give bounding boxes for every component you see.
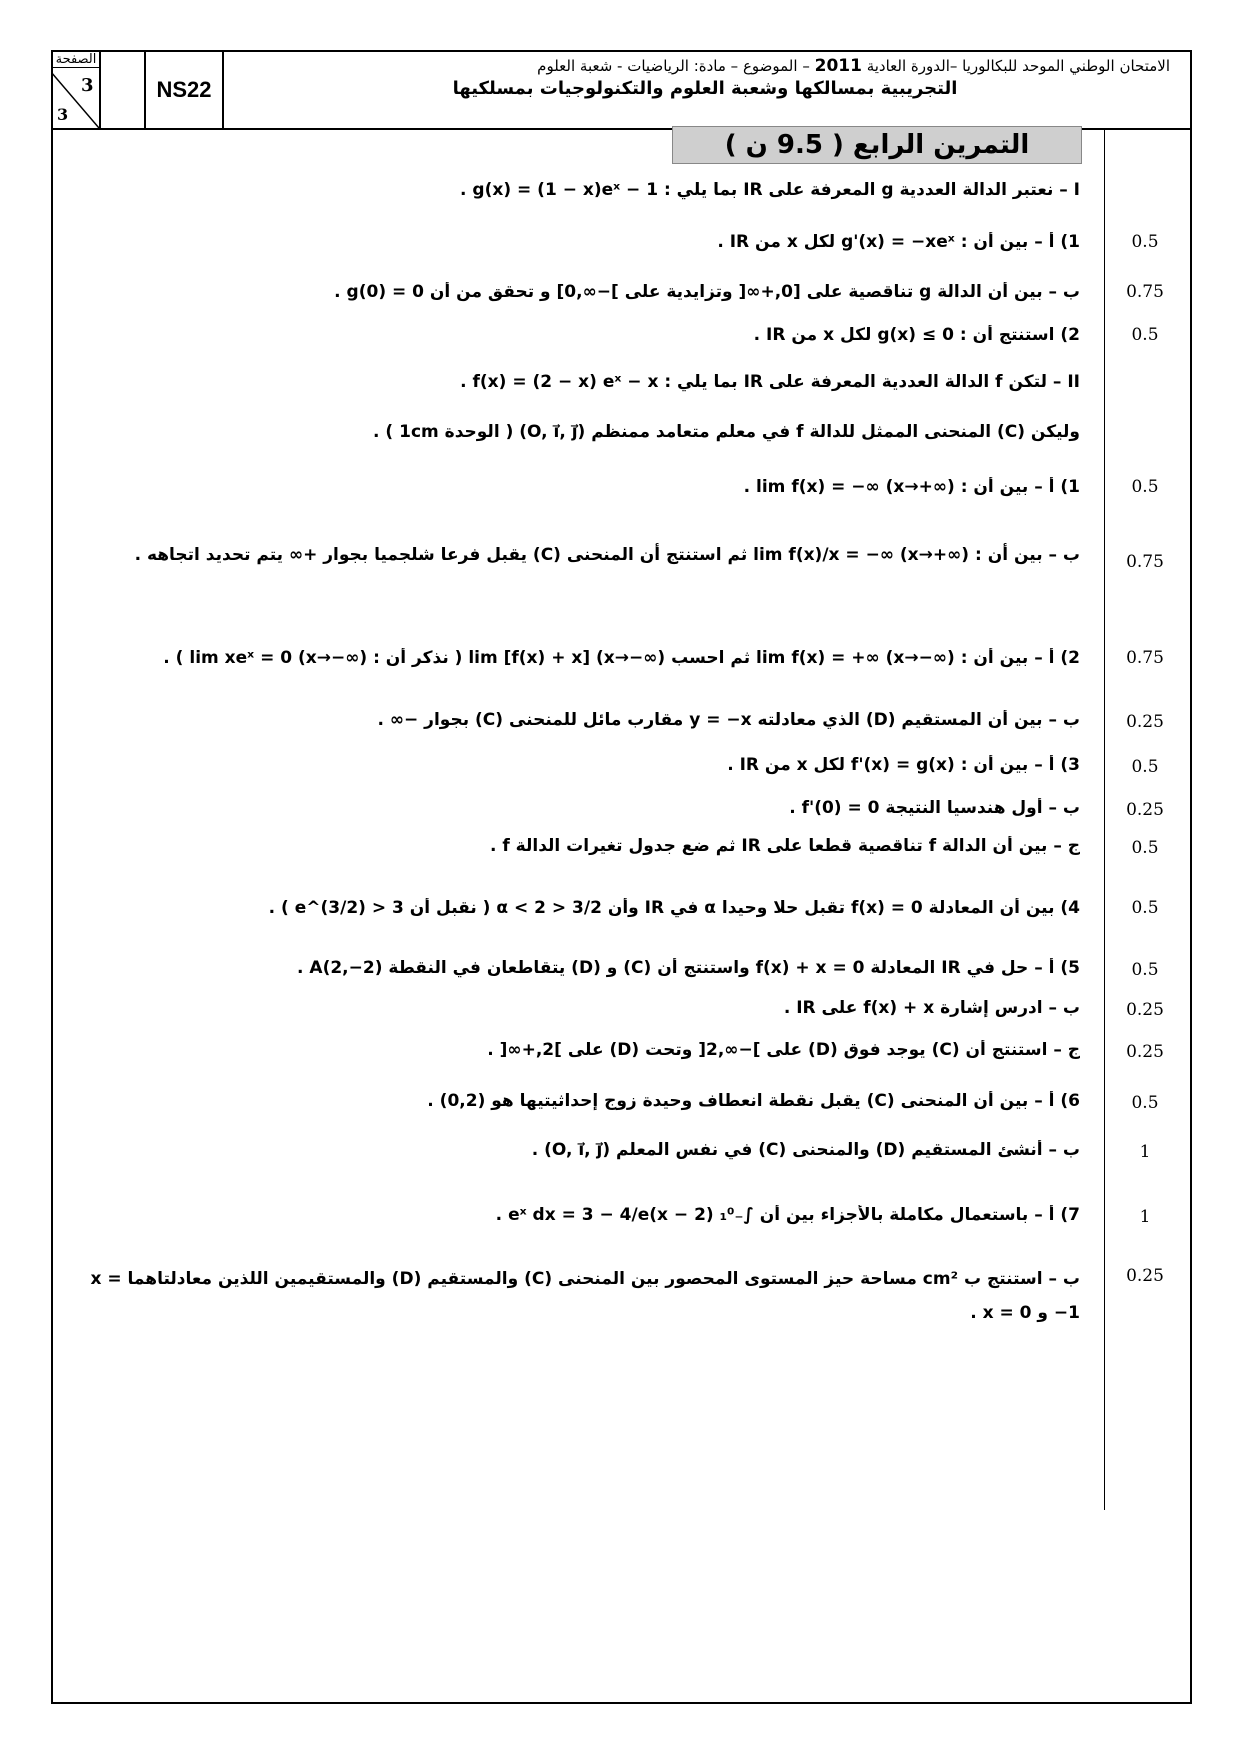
points-value: 0.5 [1131, 325, 1159, 345]
question-line: 4) بين أن المعادلة f(x) = 0 تقبل حلا وحيدا α في IR وأن 3/2 < α < 2 ( نقبل أن e^(3/2) > 3 ) . [268, 898, 1080, 918]
question-line: ب – استنتج ب cm² مساحة حيز المستوى المحصور بين المنحنى (C) والمستقيم (D) والمستقيمين اللذين معادلتاهما x = −1 و x = 0 . [90, 1269, 1080, 1323]
points-value: 0.5 [1131, 838, 1159, 858]
points-value: 0.5 [1131, 898, 1159, 918]
question-line: ب – أول هندسيا النتيجة f'(0) = 0 . [789, 798, 1080, 818]
question-line: 3) أ – بين أن : f'(x) = g(x) لكل x من IR . [727, 755, 1080, 775]
points-value: 0.25 [1126, 1042, 1164, 1062]
question-line: 1) أ – بين أن : lim f(x) = −∞ (x→+∞) . [743, 477, 1080, 497]
header-line-1-suffix: – الموضوع – مادة: الرياضيات - شعبة العلوم [537, 57, 810, 75]
page-number-box [51, 50, 101, 130]
question-line: II – لتكن f الدالة العددية المعرفة على IR بما يلي : f(x) = (2 − x) eˣ − x . [460, 372, 1080, 392]
question-line: 2) استنتج أن : g(x) ≤ 0 لكل x من IR . [753, 325, 1080, 345]
question-line: I – نعتبر الدالة العددية g المعرفة على IR بما يلي : g(x) = (1 − x)eˣ − 1 . [460, 180, 1080, 200]
exercise-title: التمرين الرابع ( 9.5 ن ) [672, 126, 1082, 164]
question-line: 6) أ – بين أن المنحنى (C) يقبل نقطة انعطاف وحيدة زوج إحداثيتيها هو (0,2) . [427, 1091, 1080, 1111]
question-line: ب – بين أن الدالة g تناقصية على [0,+∞[ وتزايدية على ]−∞,0] و تحقق من أن g(0) = 0 . [334, 282, 1080, 302]
points-value: 0.25 [1126, 712, 1164, 732]
exam-code: NS22 [144, 50, 224, 130]
question-line: ج – استنتج أن (C) يوجد فوق (D) على ]−∞,2[ وتحت (D) على ]2,+∞[ . [487, 1040, 1080, 1060]
points-value: 0.5 [1131, 960, 1159, 980]
question-line: 7) أ – باستعمال مكاملة بالأجزاء بين أن ∫₋₁⁰ (2 − x)eˣ dx = 3 − 4/e . [495, 1205, 1080, 1225]
points-value: 0.5 [1131, 1093, 1159, 1113]
header-line-1-prefix: الامتحان الوطني الموحد للبكالوريا –الدورة العادية [866, 57, 1170, 75]
question-line: 5) أ – حل في IR المعادلة f(x) + x = 0 واستنتج أن (C) و (D) يتقاطعان في النقطة A(2,−2) . [297, 958, 1080, 978]
points-value: 0.5 [1131, 477, 1159, 497]
points-value: 0.75 [1126, 552, 1164, 572]
question-line: ب – بين أن : lim f(x)/x = −∞ (x→+∞) ثم استنتج أن المنحنى (C) يقبل فرعا شلجميا بجوار +∞ يتم تحديد اتجاهه . [134, 545, 1080, 565]
page-label: الصفحة [53, 52, 99, 68]
page-total: 3 [57, 105, 69, 124]
points-value: 1 [1139, 1142, 1151, 1162]
points-value: 0.25 [1126, 1000, 1164, 1020]
page-number: 3 [81, 75, 94, 96]
question-line: 2) أ – بين أن : lim f(x) = +∞ (x→−∞) ثم احسب lim [f(x) + x] (x→−∞) ( نذكر أن : lim xeˣ = 0 (x→−∞) ) . [163, 648, 1080, 668]
header-line-2: التجريبية بمسالكها وشعبة العلوم والتكنولوجيات بمسلكيها [452, 78, 958, 99]
points-value: 0.5 [1131, 232, 1159, 252]
points-value: 1 [1139, 1207, 1151, 1227]
question-line: ج – بين أن الدالة f تناقصية قطعا على IR ثم ضع جدول تغيرات الدالة f . [489, 836, 1080, 856]
points-column-divider [1104, 130, 1105, 1510]
points-value: 0.25 [1126, 1266, 1164, 1286]
points-value: 0.25 [1126, 800, 1164, 820]
points-value: 0.75 [1126, 648, 1164, 668]
question-line: ب – أنشئ المستقيم (D) والمنحنى (C) في نفس المعلم (O, i⃗, j⃗) . [531, 1140, 1080, 1160]
header-year: 2011 [814, 56, 862, 76]
question-line: 1) أ – بين أن : g'(x) = −xeˣ لكل x من IR . [717, 232, 1080, 252]
header-line-1 [230, 56, 1180, 76]
question-line: ب – ادرس إشارة f(x) + x على IR . [783, 998, 1080, 1018]
points-value: 0.5 [1131, 757, 1159, 777]
question-line: وليكن (C) المنحنى الممثل للدالة f في معلم متعامد ممنظم (O, i⃗, j⃗) ( الوحدة 1cm ) . [373, 422, 1080, 442]
points-value: 0.75 [1126, 282, 1164, 302]
question-line: ب – بين أن المستقيم (D) الذي معادلته y = −x مقارب مائل للمنحنى (C) بجوار −∞ . [377, 710, 1080, 730]
header-text [230, 56, 1180, 99]
